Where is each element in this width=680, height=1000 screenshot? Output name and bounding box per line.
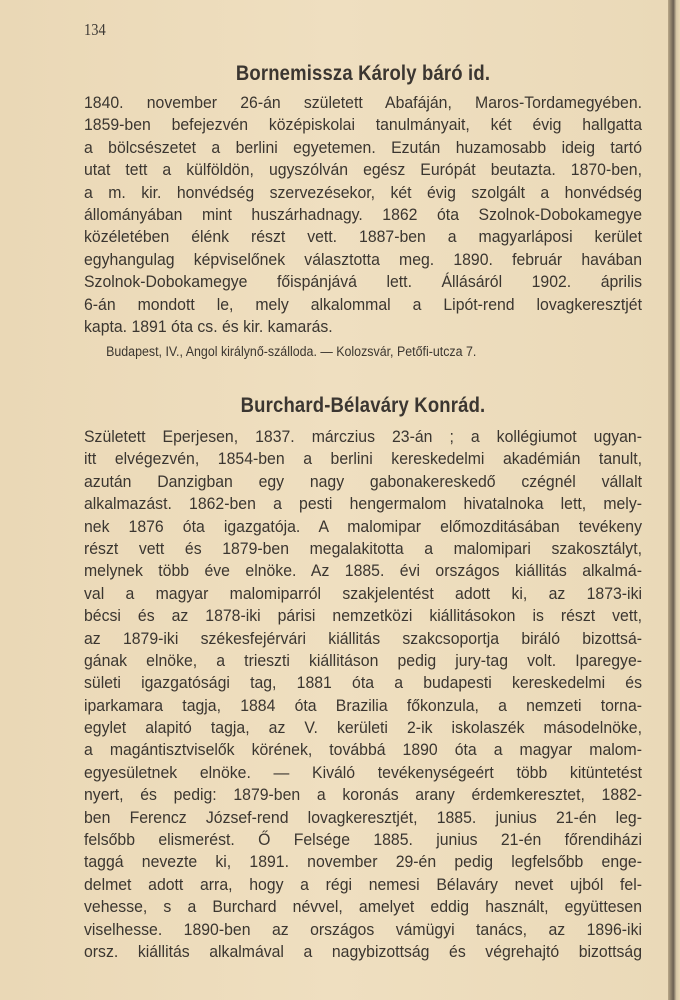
text-line: vehesse, s a Burchard névvel, amelyet eddig használt, együttesen xyxy=(84,897,642,917)
text-line: nek 1876 óta igazgatója. A malomipar előmozditásában tevékeny xyxy=(84,516,642,536)
text-line: felsőbb elismerést. Ő Felsége 1885. junius 21-én főrendiházi xyxy=(84,830,642,850)
text-line: delmet adott arra, hogy a régi nemesi Bélaváry nevet ujból fel- xyxy=(84,874,642,894)
text-line: állományában mint huszárhadnagy. 1862 óta Szolnok-Dobokamegye xyxy=(84,204,642,224)
text-line: azután Danzigban egy nagy gabonakereskedő czégnél vállalt xyxy=(84,471,642,491)
text-line: részt vett és 1879-ben megalakitotta a malomipari szakosztályt, xyxy=(84,538,642,558)
page-edge-shadow xyxy=(668,0,680,1000)
text-line: kapta. 1891 óta cs. és kir. kamarás. xyxy=(84,316,333,336)
text-line: közéletében élénk részt vett. 1887-ben a magyarláposi kerület xyxy=(84,227,642,247)
text-line: Szolnok-Dobokamegye főispánjává lett. Állásáról 1902. április xyxy=(84,272,642,292)
text-line: melynek több éve elnöke. Az 1885. évi országos kiállitás alkalmá- xyxy=(84,561,642,581)
page-number: 134 xyxy=(84,20,106,39)
text-line: sületi igazgatósági tag, 1881 óta a budapesti kereskedelmi és xyxy=(84,673,642,693)
entry-heading: Bornemissza Károly báró id. xyxy=(235,62,491,85)
text-line: taggá nevezte ki, 1891. november 29-én pedig legfelsőbb enge- xyxy=(84,852,642,872)
entry-burchard-belavary xyxy=(84,394,642,963)
entry-heading: Burchard-Bélaváry Konrád. xyxy=(240,394,486,417)
text-line: ben Ferencz József-rend lovagkeresztjét, 1885. junius 21-én leg- xyxy=(84,807,642,827)
text-line: itt elvégezvén, 1854-ben a berlini kereskedelmi akadémián tanult, xyxy=(84,449,642,469)
text-line: az 1879-iki székesfejérvári kiállitás szakcsoportja biráló bizottsá- xyxy=(84,628,642,648)
text-line: utat tett a külföldön, ugyszólván egész Európát beutazta. 1870-ben, xyxy=(84,160,642,180)
text-line: viselhesse. 1890-ben az országos vámügyi tanács, az 1896-iki xyxy=(84,919,642,939)
text-line: egylet alapitó tagja, az V. kerületi 2-ik iskolaszék másodelnöke, xyxy=(84,718,642,738)
entry-bornemissza xyxy=(84,62,642,359)
text-line: 1840. november 26-án született Abafáján, Maros-Tordamegyében. xyxy=(84,93,642,112)
text-line: a magántisztviselők körének, továbbá 1890 óta a magyar malom- xyxy=(84,740,642,760)
entry-address: Budapest, IV., Angol királynő-szálloda. — Kolozsvár, Petőfi-utcza 7. xyxy=(106,344,477,360)
text-line: a bölcsészetet a berlini egyetemen. Ezután huzamosabb ideig tartó xyxy=(84,137,642,157)
text-line: alkalmazást. 1862-ben a pesti hengermalom hivatalnoka lett, mely- xyxy=(84,494,642,514)
text-line: orsz. kiállitás alkalmával a nagybizottság és végrehajtó bizottság xyxy=(84,941,642,961)
text-line: 6-án mondott le, mely alkalommal a Lipót-rend lovagkeresztjét xyxy=(84,294,642,314)
text-line: gának elnöke, a trieszti kiállitáson pedig jury-tag volt. Iparegye- xyxy=(84,650,642,670)
text-line: iparkamara tagja, 1884 óta Brazilia főkonzula, a nemzeti torna- xyxy=(84,695,642,715)
text-line: nyert, és pedig: 1879-ben a koronás arany érdemkeresztet, 1882- xyxy=(84,785,642,805)
text-line: Született Eperjesen, 1837. márczius 23-án ; a kollégiumot ugyan- xyxy=(84,427,642,446)
entry-body xyxy=(84,92,642,338)
text-line: egyhangulag képviselőnek választotta meg. 1890. február havában xyxy=(84,249,642,269)
text-line: val a magyar malomiparról szakjelentést adott ki, az 1873-iki xyxy=(84,583,642,603)
text-line: egyesületnek elnöke. — Kiváló tevékenységeért több kitüntetést xyxy=(84,762,642,782)
text-line: bécsi és az 1878-iki párisi nemzetközi kiállitásokon is részt vett, xyxy=(84,606,642,626)
text-line: 1859-ben befejezvén középiskolai tanulmányait, két évig hallgatta xyxy=(84,115,642,135)
entry-body xyxy=(84,426,642,963)
text-line: a m. kir. honvédség szervezésekor, két évig szolgált a honvédség xyxy=(84,182,642,202)
